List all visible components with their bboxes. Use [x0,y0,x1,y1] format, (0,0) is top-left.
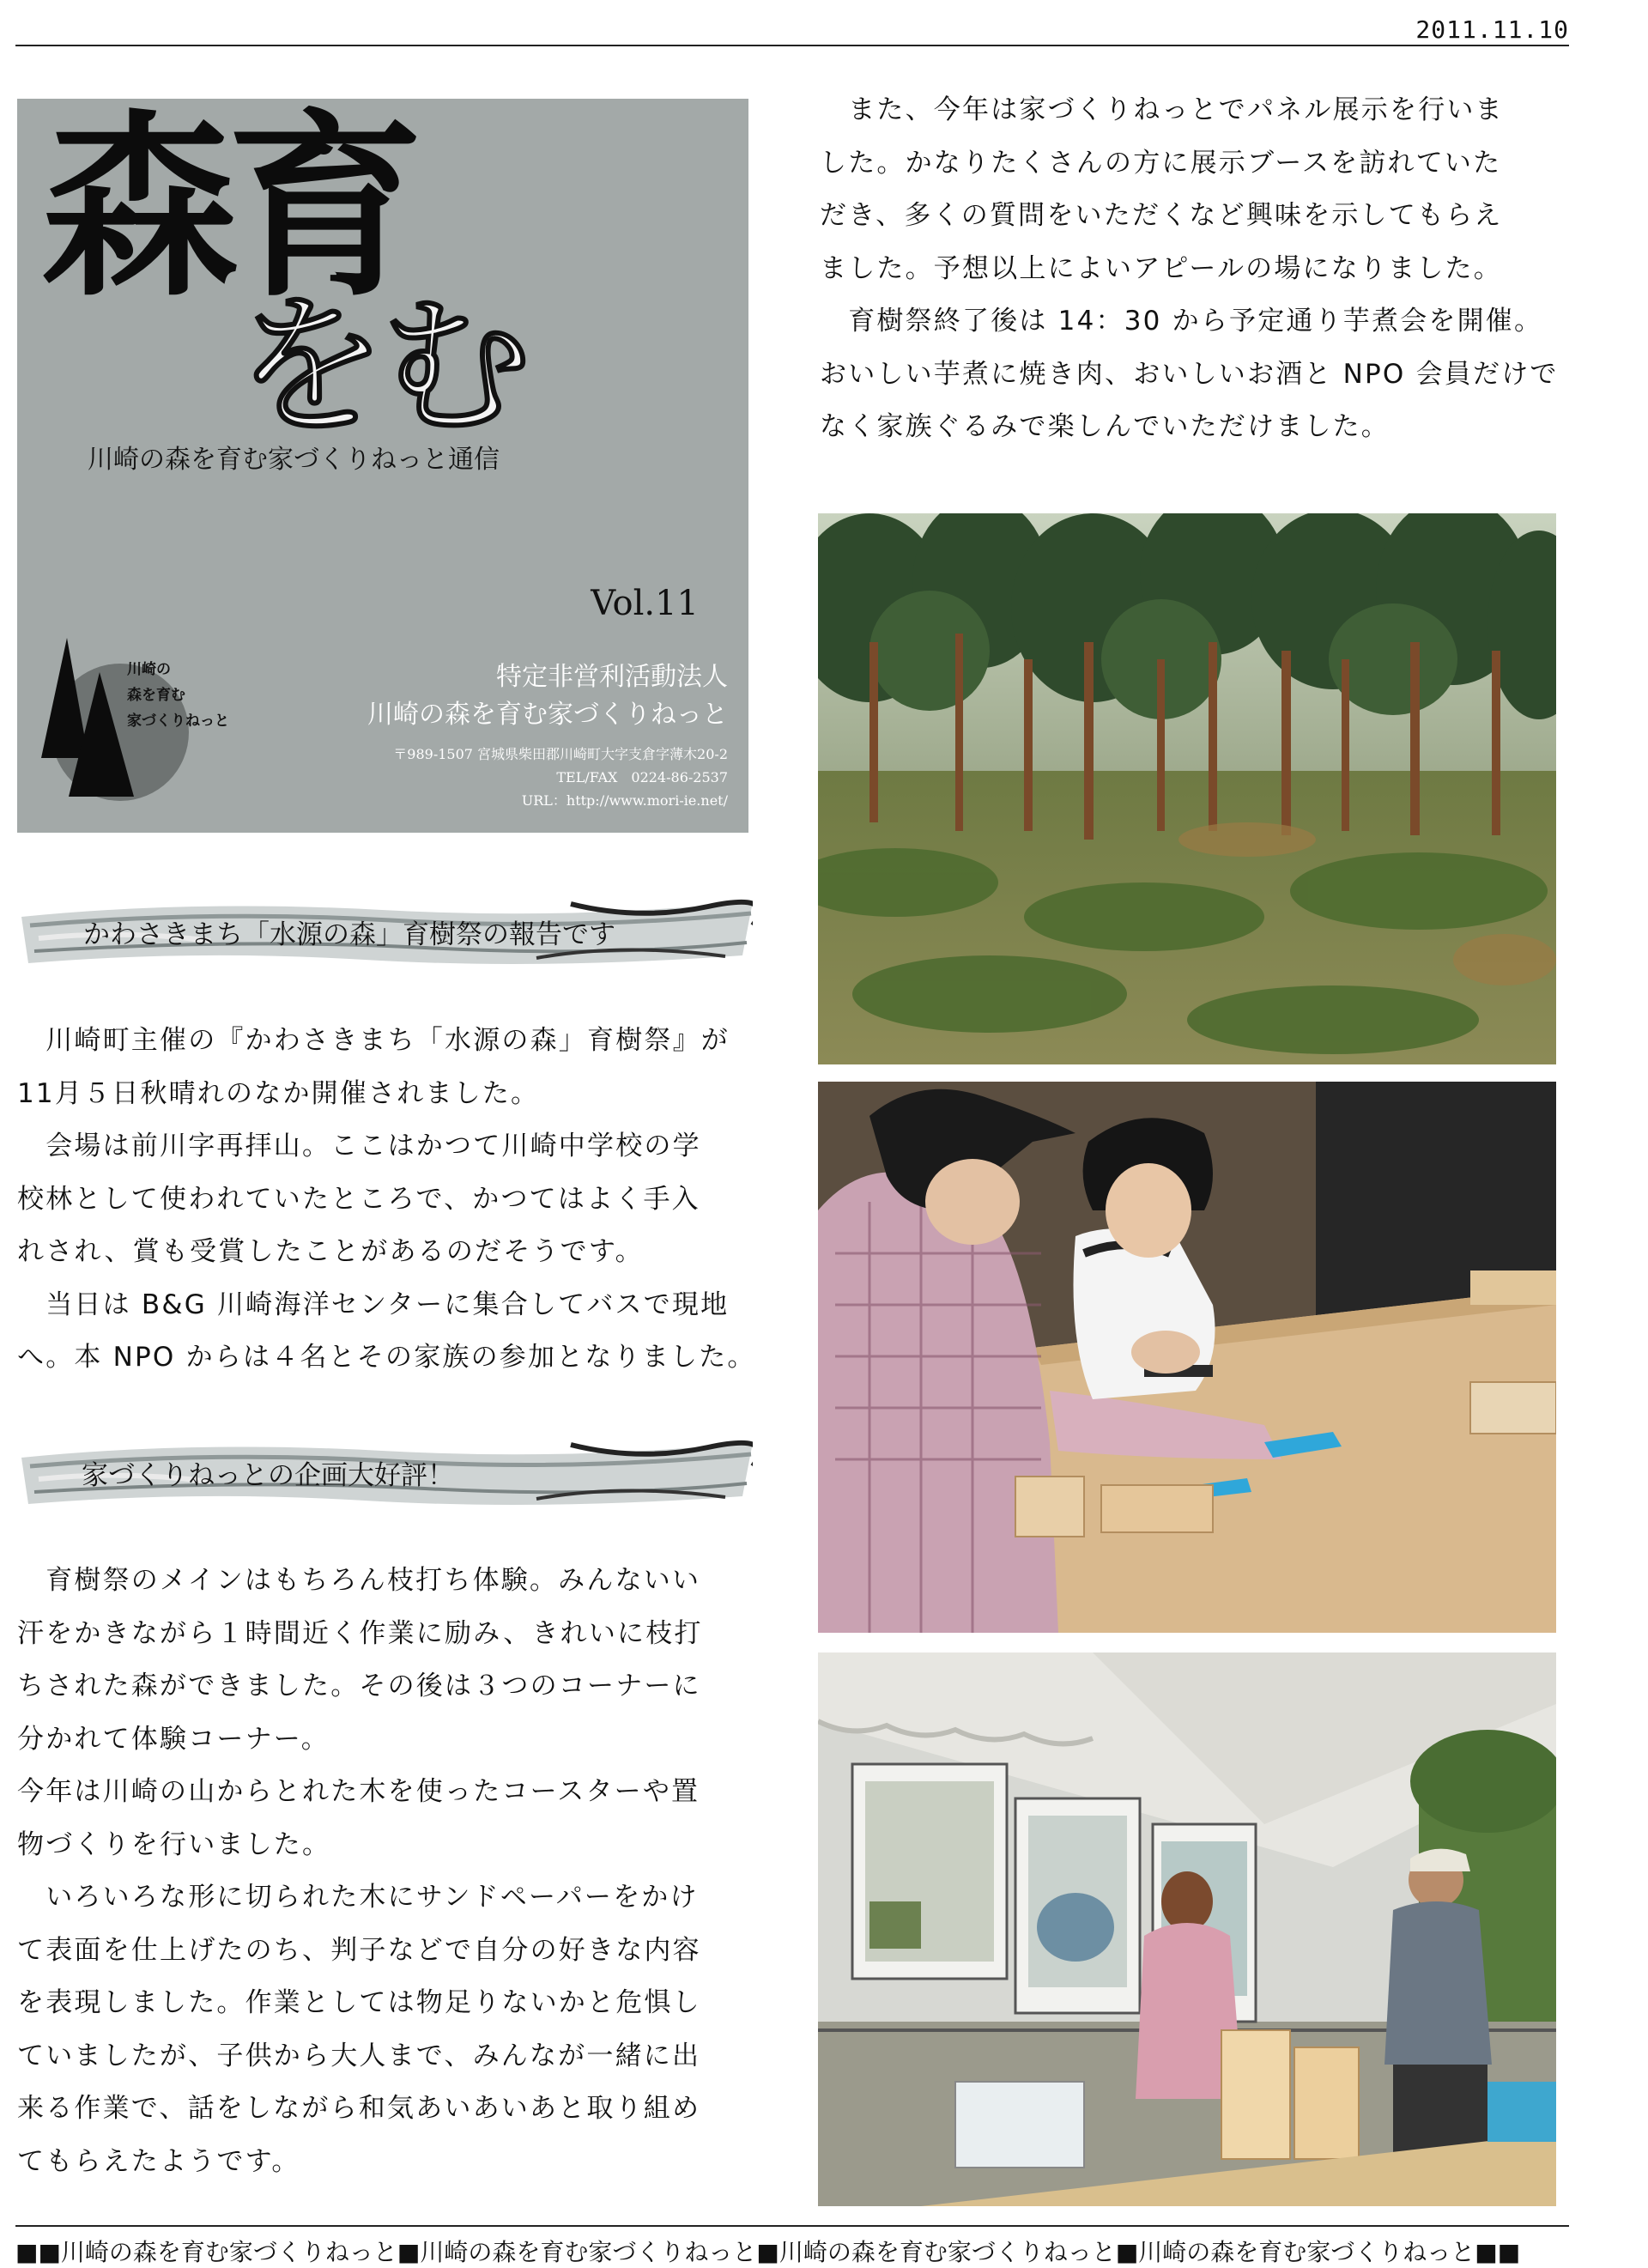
footer-strip: ■■川崎の森を育む家づくりねっと■川崎の森を育む家づくりねっと■川崎の森を育む家づくりねっと■川崎の森を育む家づくりねっと■■ [15,2238,1521,2266]
org-url: URL：http://www.mori-ie.net/ [521,792,728,809]
masthead-tagline: 川崎の森を育む家づくりねっと通信 [88,445,500,475]
text-line: 会場は前川字再拝山。ここはかつて川崎中学校の学 [17,1131,701,1161]
photo-panel-exhibit [818,1652,1556,2206]
text-line: 分かれて体験コーナー。 [17,1723,330,1755]
photo-pruned-forest [818,513,1556,1064]
logo-title: 森育 [41,99,413,324]
header-rule [15,45,1569,46]
photo-craft-table [818,1082,1556,1633]
text-line: 汗をかきながら１時間近く作業に励み、きれいに枝打 [17,1617,703,1649]
text-line: おいしい芋煮に焼き肉、おいしいお酒と NPO 会員だけで [820,358,1559,390]
section-heading-2: 家づくりねっとの企画大好評！ [82,1460,454,1491]
section-heading-1: かわさきまち「水源の森」育樹祭の報告です [83,919,615,950]
text-line: いろいろな形に切られた木にサンドペーパーをかけ [17,1882,699,1913]
text-line: 育樹祭終了後は 14：30 から予定通り芋煮会を開催。 [820,306,1543,337]
text-line: 11月５日秋晴れのなか開催されました。 [17,1077,540,1109]
volume-number: Vol.11 [591,584,699,623]
org-telfax: TEL/FAX 0224-86-2537 [556,769,728,785]
org-address: 〒989-1507 宮城県柴田郡川崎町大字支倉字薄木20-2 [393,746,728,762]
text-line: を表現しました。作業としては物足りないかと危惧し [17,1987,701,2018]
text-line: 当日は B&G 川崎海洋センターに集合してバスで現地 [17,1289,730,1320]
org-contact [393,743,728,812]
org-name: 川崎の森を育む家づくりねっと [367,700,728,730]
text-line: ていましたが、子供から大人まで、みんなが一緒に出 [17,2040,701,2071]
org-mark-text: 川崎の 森を育む 家づくりねっと [127,661,229,730]
text-line: 校林として使われていたところで、かつてはよく手入 [17,1183,700,1215]
section-1-body [17,1015,756,1385]
text-line: てもらえたようです。 [17,2145,300,2177]
text-line: した。かなりたくさんの方に展示ブースを訪れていた [820,147,1502,179]
section-2-body [17,1555,703,2188]
text-line: 物づくりを行いました。 [17,1828,331,1860]
org-type: 特定非営利活動法人 [496,662,728,692]
right-column-body [820,84,1559,454]
footer-rule [15,2225,1569,2227]
text-line: なく家族ぐるみで楽しんでいただけました。 [820,411,1390,442]
text-line: ちされた森ができました。その後は３つのコーナーに [17,1671,701,1701]
section-heading-banner-2 [21,1432,753,1509]
text-line: 育樹祭のメインはもちろん枝打ち体験。みんないい [17,1565,701,1596]
text-line: 来る作業で、話をしながら和気あいあいあと取り組め [17,2093,701,2124]
text-line: だき、多くの質問をいただくなど興味を示してもらえ [820,200,1503,231]
logo-title-small: をむ [236,280,526,454]
issue-date: 2011.11.10 [1415,15,1569,44]
text-line: 今年は川崎の山からとれた木を使ったコースターや置 [17,1776,700,1807]
text-line: へ。本 NPO からは４名とその家族の参加となりました。 [17,1342,756,1373]
text-line: 川崎町主催の『かわさきまち「水源の森」育樹祭』が [17,1025,730,1056]
masthead [17,99,748,833]
section-heading-banner-1 [21,891,753,968]
text-line: また、今年は家づくりねっとでパネル展示を行いま [820,94,1504,125]
text-line: て表面を仕上げたのち、判子などで自分の好きな内容 [17,1934,701,1966]
text-line: れされ、賞も受賞したことがあるのだそうです。 [17,1236,644,1267]
text-line: ました。予想以上によいアピールの場になりました。 [820,252,1502,284]
